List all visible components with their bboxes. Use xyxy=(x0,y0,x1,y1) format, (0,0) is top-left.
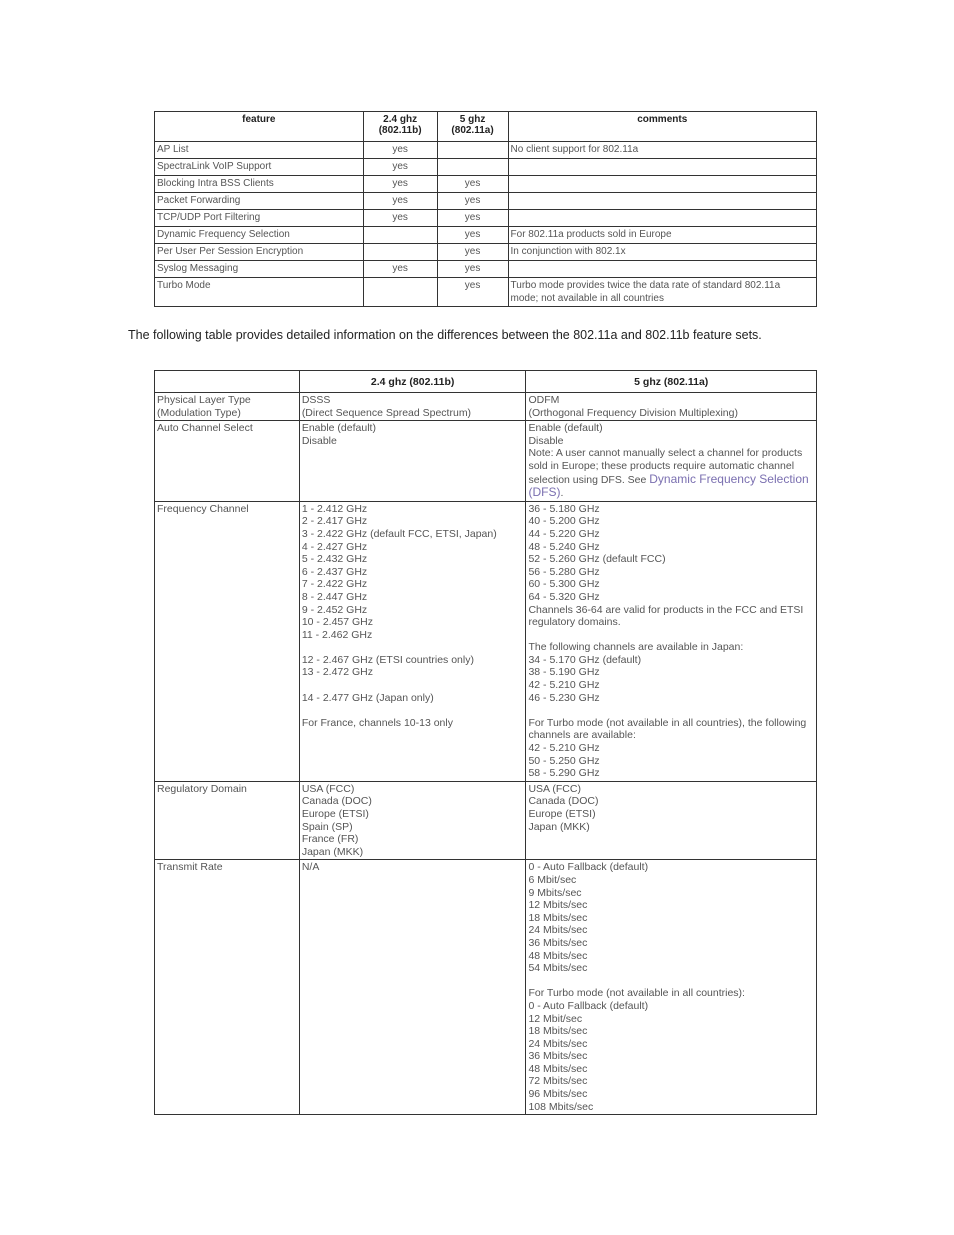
table-row xyxy=(155,781,817,860)
b-value-cell: Enable (default) Disable xyxy=(299,421,526,502)
feature-cell: TCP/UDP Port Filtering xyxy=(155,210,364,227)
comment-cell xyxy=(508,210,816,227)
b-support-cell: yes xyxy=(363,142,437,159)
comment-cell xyxy=(508,159,816,176)
row-label: Physical Layer Type (Modulation Type) xyxy=(155,393,300,421)
a-support-cell xyxy=(437,159,508,176)
feature-cell: Blocking Intra BSS Clients xyxy=(155,176,364,193)
intro-paragraph: The following table provides detailed information on the differences between the 802.11a and 802.11b feature sets. xyxy=(128,328,762,342)
table-row xyxy=(155,142,817,159)
feature-cell: Per User Per Session Encryption xyxy=(155,244,364,261)
b-support-cell xyxy=(363,227,437,244)
a-value-cell: 0 - Auto Fallback (default) 6 Mbit/sec 9 Mbits/sec 12 Mbits/sec 18 Mbits/sec 24 Mbits/sec 36 Mbits/sec 48 Mbits/sec 54 Mbits/sec For Turbo mode (not available in all countries): 0 - Auto Fallback (default) 12 Mbit/sec 18 Mbits/sec 24 Mbits/sec 36 Mbits/sec 48 Mbits/sec 72 Mbits/sec 96 Mbits/sec 108 Mbits/sec xyxy=(526,860,817,1115)
a-value-cell: 36 - 5.180 GHz 40 - 5.200 GHz 44 - 5.220 GHz 48 - 5.240 GHz 52 - 5.260 GHz (default FCC) 56 - 5.280 GHz 60 - 5.300 GHz 64 - 5.320 GHz Channels 36-64 are valid for products in the FCC and ETSI regulatory domains. The following channels are available in Japan: 34 - 5.170 GHz (default) 38 - 5.190 GHz 42 - 5.210 GHz 46 - 5.230 GHz For Turbo mode (not available in all countries), the following channels are available: 42 - 5.210 GHz 50 - 5.250 GHz 58 - 5.290 GHz xyxy=(526,501,817,781)
comment-cell xyxy=(508,261,816,278)
b-support-cell: yes xyxy=(363,176,437,193)
table-header-row xyxy=(155,371,817,393)
b-support-cell: yes xyxy=(363,210,437,227)
table-row xyxy=(155,278,817,307)
comment-cell: For 802.11a products sold in Europe xyxy=(508,227,816,244)
a-support-cell: yes xyxy=(437,193,508,210)
table-row xyxy=(155,176,817,193)
b-support-cell: yes xyxy=(363,159,437,176)
a-value-cell xyxy=(526,421,817,502)
header-24ghz-80211b: 2.4 ghz (802.11b) xyxy=(299,371,526,393)
feature-cell: Syslog Messaging xyxy=(155,261,364,278)
header-24ghz: 2.4 ghz (802.11b) xyxy=(363,112,437,142)
table-row xyxy=(155,210,817,227)
table-row xyxy=(155,193,817,210)
comment-cell xyxy=(508,176,816,193)
b-support-cell xyxy=(363,278,437,307)
row-label: Transmit Rate xyxy=(155,860,300,1115)
b-value-cell: DSSS (Direct Sequence Spread Spectrum) xyxy=(299,393,526,421)
b-support-cell: yes xyxy=(363,193,437,210)
a-support-cell: yes xyxy=(437,176,508,193)
table-row xyxy=(155,159,817,176)
feature-cell: SpectraLink VoIP Support xyxy=(155,159,364,176)
b-value-cell: N/A xyxy=(299,860,526,1115)
row-label: Frequency Channel xyxy=(155,501,300,781)
table-row xyxy=(155,393,817,421)
a-support-cell: yes xyxy=(437,244,508,261)
a-support-cell: yes xyxy=(437,210,508,227)
row-label: Auto Channel Select xyxy=(155,421,300,502)
comment-cell xyxy=(508,193,816,210)
table-header-row xyxy=(155,112,817,142)
feature-cell: Packet Forwarding xyxy=(155,193,364,210)
b-support-cell: yes xyxy=(363,261,437,278)
row-label: Regulatory Domain xyxy=(155,781,300,860)
header-feature: feature xyxy=(155,112,364,142)
b-value-cell: 1 - 2.412 GHz 2 - 2.417 GHz 3 - 2.422 GHz (default FCC, ETSI, Japan) 4 - 2.427 GHz 5 - 2.432 GHz 6 - 2.437 GHz 7 - 2.422 GHz 8 - 2.447 GHz 9 - 2.452 GHz 10 - 2.457 GHz 11 - 2.462 GHz 12 - 2.467 GHz (ETSI countries only) 13 - 2.472 GHz 14 - 2.477 GHz (Japan only) For France, channels 10-13 only xyxy=(299,501,526,781)
header-5ghz: 5 ghz (802.11a) xyxy=(437,112,508,142)
comment-cell: Turbo mode provides twice the data rate of standard 802.11a mode; not available in all countries xyxy=(508,278,816,307)
feature-cell: Dynamic Frequency Selection xyxy=(155,227,364,244)
comment-cell: No client support for 802.11a xyxy=(508,142,816,159)
feature-cell: Turbo Mode xyxy=(155,278,364,307)
b-value-cell: USA (FCC) Canada (DOC) Europe (ETSI) Spain (SP) France (FR) Japan (MKK) xyxy=(299,781,526,860)
header-5ghz-80211a: 5 ghz (802.11a) xyxy=(526,371,817,393)
auto-channel-note: Enable (default) Disable Note: A user cannot manually select a channel for products sold in Europe; these products require automatic channel selection using DFS. See xyxy=(528,422,803,486)
a-support-cell: yes xyxy=(437,227,508,244)
band-comparison-table xyxy=(154,370,817,1115)
a-value-cell: ODFM (Orthogonal Frequency Division Multiplexing) xyxy=(526,393,817,421)
table-row xyxy=(155,501,817,781)
table-row xyxy=(155,261,817,278)
feature-cell: AP List xyxy=(155,142,364,159)
table-row xyxy=(155,244,817,261)
a-value-cell: USA (FCC) Canada (DOC) Europe (ETSI) Japan (MKK) xyxy=(526,781,817,860)
table-row xyxy=(155,227,817,244)
note-period: . xyxy=(560,487,564,500)
header-blank xyxy=(155,371,300,393)
a-support-cell xyxy=(437,142,508,159)
feature-support-table xyxy=(154,111,817,307)
comment-cell: In conjunction with 802.1x xyxy=(508,244,816,261)
b-support-cell xyxy=(363,244,437,261)
a-support-cell: yes xyxy=(437,278,508,307)
header-comments: comments xyxy=(508,112,816,142)
dfs-link[interactable]: Dynamic Frequency Selection (DFS) xyxy=(528,471,809,500)
table-row xyxy=(155,421,817,502)
a-support-cell: yes xyxy=(437,261,508,278)
table-row xyxy=(155,860,817,1115)
